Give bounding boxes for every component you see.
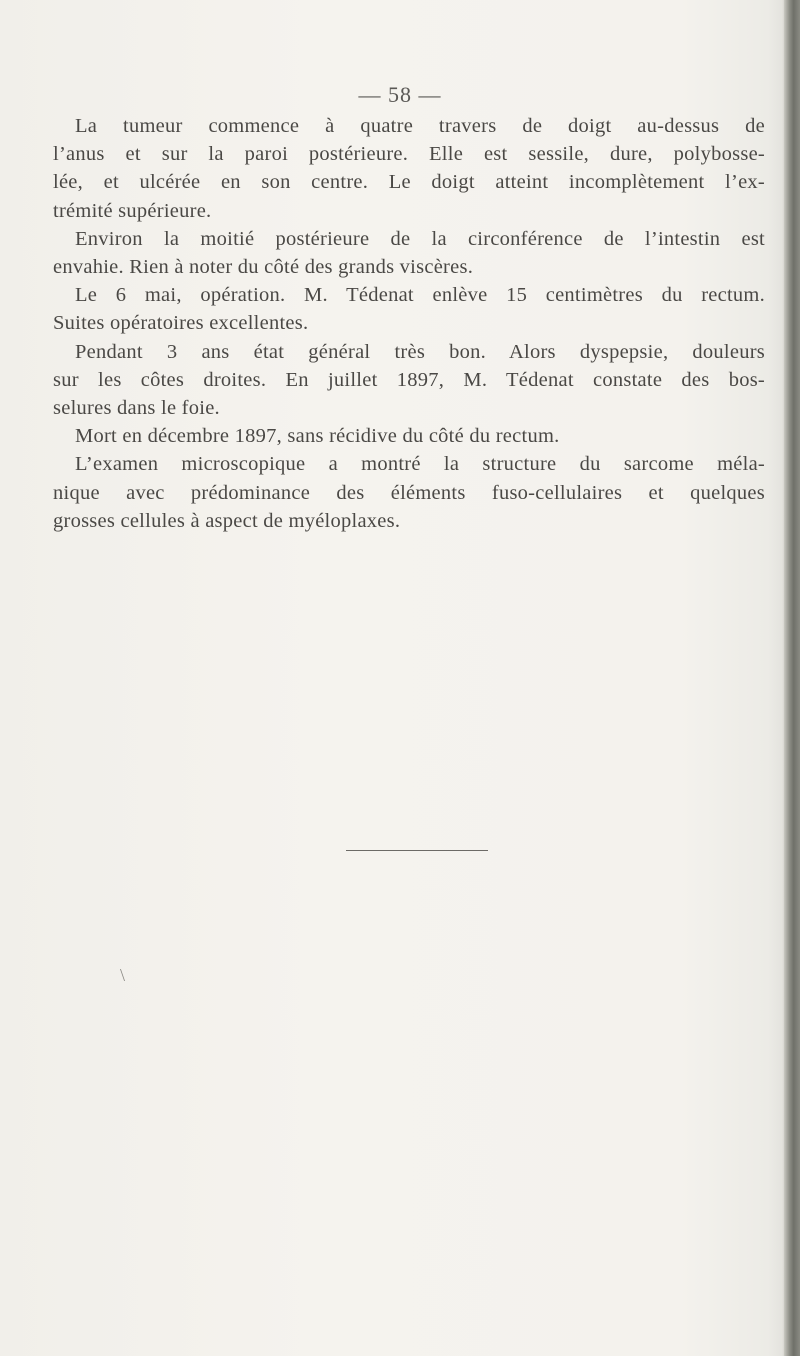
text-line: trémité supérieure.	[53, 199, 212, 222]
text-line: Mort en décembre 1897, sans récidive du côté du rectum.	[75, 425, 560, 448]
text-line: Environ la moitié postérieure de la circonférence de l’intestin est	[75, 227, 765, 250]
text-line: Pendant 3 ans état général très bon. Alors dyspepsie, douleurs	[75, 340, 765, 363]
text-line: grosses cellules à aspect de myéloplaxes.	[53, 509, 401, 532]
text-line: l’anus et sur la paroi postérieure. Elle est sessile, dure, polybosse-	[53, 143, 765, 166]
text-line: selures dans le foie.	[53, 397, 220, 420]
text-line: nique avec prédominance des éléments fuso-cellulaires et quelques	[53, 481, 765, 504]
text-line: L’examen microscopique a montré la structure du sarcome méla-	[75, 453, 765, 476]
text-line: sur les côtes droites. En juillet 1897, M. Tédenat constate des bos-	[53, 368, 765, 391]
body-text	[53, 112, 765, 535]
text-line: Suites opératoires excellentes.	[53, 312, 309, 335]
text-line: envahie. Rien à noter du côté des grands viscères.	[53, 256, 474, 279]
page-number: — 58 —	[358, 82, 442, 107]
text-line: Le 6 mai, opération. M. Tédenat enlève 15 centimètres du rectum.	[75, 284, 765, 307]
text-line: lée, et ulcérée en son centre. Le doigt atteint incomplètement l’ex-	[53, 171, 765, 194]
stray-mark: \	[120, 965, 126, 985]
page-edge	[784, 0, 800, 1356]
text-line: La tumeur commence à quatre travers de doigt au-dessus de	[75, 115, 765, 137]
section-rule	[346, 850, 488, 851]
